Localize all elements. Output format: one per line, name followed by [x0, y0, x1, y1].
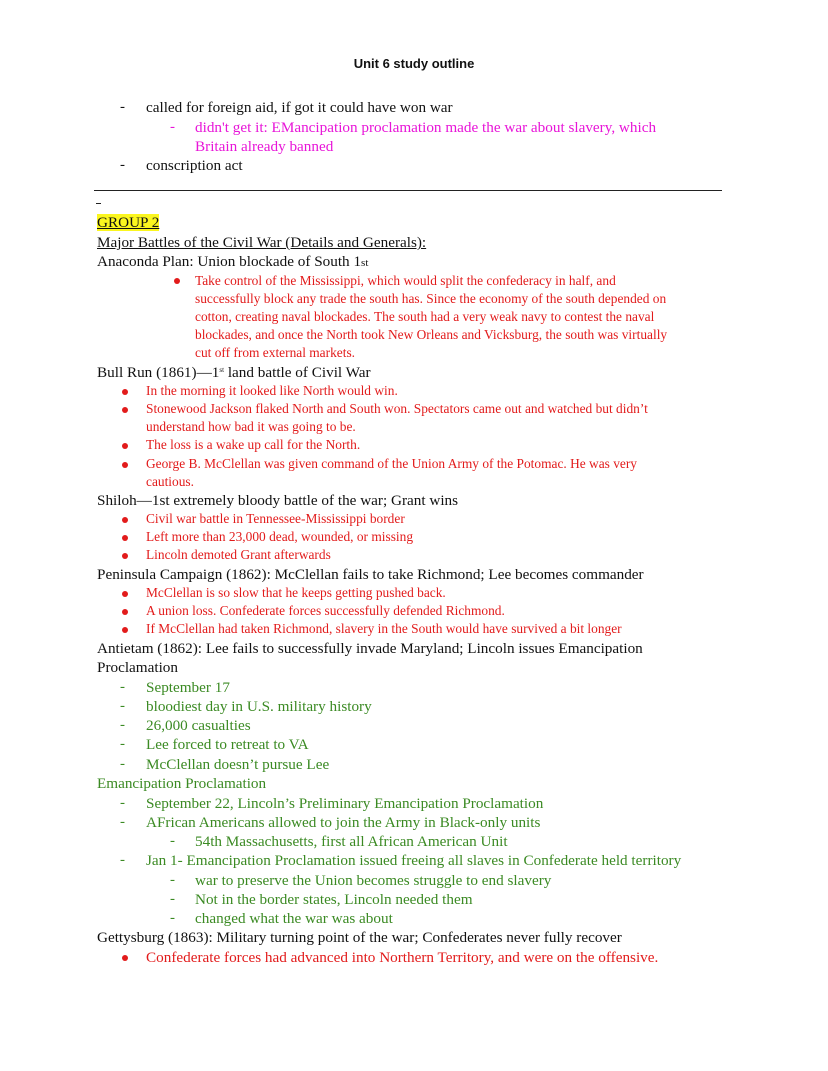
dash-bullet-icon: - — [170, 119, 175, 135]
list-item: blockades, and once the North took New Orleans and Vicksburg, the south was virtually — [195, 327, 668, 342]
list-item: Not in the border states, Lincoln needed them — [195, 891, 473, 908]
section-heading: Major Battles of the Civil War (Details and Generals): — [97, 234, 427, 251]
disc-bullet-icon — [122, 627, 128, 633]
disc-bullet-icon — [122, 462, 128, 468]
disc-bullet-icon — [122, 389, 128, 395]
list-item: Confederate forces had advanced into Northern Territory, and were on the offensive. — [146, 949, 659, 966]
list-item: McClellan doesn’t pursue Lee — [146, 756, 330, 773]
list-item: didn't get it: EMancipation proclamation made the war about slavery, which — [195, 119, 657, 136]
disc-bullet-icon — [174, 278, 180, 284]
dash-bullet-icon: - — [120, 756, 125, 772]
disc-bullet-icon — [122, 609, 128, 615]
list-item: successfully block any trade the south has. Since the economy of the south depended on — [195, 291, 667, 306]
list-item: changed what the war was about — [195, 910, 393, 927]
disc-bullet-icon — [122, 407, 128, 413]
battle-heading: Bull Run (1861)—1st land battle of Civil War — [97, 364, 371, 381]
battle-heading: Anaconda Plan: Union blockade of South 1st — [97, 253, 369, 270]
disc-bullet-icon — [122, 553, 128, 559]
dash-bullet-icon: - — [120, 736, 125, 752]
dash-bullet-icon: - — [170, 833, 175, 849]
list-item: McClellan is so slow that he keeps getting pushed back. — [146, 585, 446, 600]
disc-bullet-icon — [122, 535, 128, 541]
page-title: Unit 6 study outline — [353, 56, 475, 71]
battle-heading-continued: Proclamation — [97, 659, 178, 676]
list-item: September 17 — [146, 679, 230, 696]
dash-bullet-icon: - — [170, 910, 175, 926]
dash-bullet-icon: - — [120, 852, 125, 868]
dash-bullet-icon: - — [120, 814, 125, 830]
list-item: A union loss. Confederate forces successfully defended Richmond. — [146, 603, 505, 618]
list-item: called for foreign aid, if got it could have won war — [146, 99, 453, 116]
dash-bullet-icon: - — [120, 679, 125, 695]
list-item: bloodiest day in U.S. military history — [146, 698, 372, 715]
horizontal-rule — [94, 190, 722, 191]
dash-bullet-icon: - — [120, 698, 125, 714]
list-item: Left more than 23,000 dead, wounded, or missing — [146, 529, 414, 544]
list-item: Lee forced to retreat to VA — [146, 736, 309, 753]
list-item: Take control of the Mississippi, which would split the confederacy in half, and — [195, 273, 616, 288]
list-item: September 22, Lincoln’s Preliminary Emancipation Proclamation — [146, 795, 544, 812]
disc-bullet-icon — [122, 517, 128, 523]
list-item: Civil war battle in Tennessee-Mississippi border — [146, 511, 405, 526]
list-item: If McClellan had taken Richmond, slavery in the South would have survived a bit longer — [146, 621, 622, 636]
list-item: Lincoln demoted Grant afterwards — [146, 547, 331, 562]
group-heading: GROUP 2 — [97, 214, 160, 231]
dash-bullet-icon: - — [120, 717, 125, 733]
list-item: cautious. — [146, 474, 194, 489]
section-heading: Emancipation Proclamation — [97, 775, 267, 792]
horizontal-rule-fragment — [96, 203, 101, 204]
list-item: AFrican Americans allowed to join the Army in Black-only units — [146, 814, 541, 831]
list-item: George B. McClellan was given command of the Union Army of the Potomac. He was very — [146, 456, 638, 471]
list-item: conscription act — [146, 157, 243, 174]
disc-bullet-icon — [122, 955, 128, 961]
list-item: cotton, creating naval blockades. The south had a very weak navy to contest the naval — [195, 309, 655, 324]
dash-bullet-icon: - — [170, 891, 175, 907]
battle-heading: Peninsula Campaign (1862): McClellan fails to take Richmond; Lee becomes commander — [97, 566, 644, 583]
list-item: 54th Massachusetts, first all African American Unit — [195, 833, 508, 850]
disc-bullet-icon — [122, 591, 128, 597]
list-item: In the morning it looked like North would win. — [146, 383, 398, 398]
list-item: war to preserve the Union becomes struggle to end slavery — [195, 872, 552, 889]
list-item: The loss is a wake up call for the North. — [146, 437, 361, 452]
list-item: Stonewood Jackson flaked North and South won. Spectators came out and watched but didn’t — [146, 401, 648, 416]
list-item: understand how bad it was going to be. — [146, 419, 356, 434]
dash-bullet-icon: - — [120, 99, 125, 115]
list-item: 26,000 casualties — [146, 717, 251, 734]
list-item: cut off from external markets. — [195, 345, 356, 360]
battle-heading: Antietam (1862): Lee fails to successfully invade Maryland; Lincoln issues Emancipation — [97, 640, 643, 657]
list-item: Jan 1- Emancipation Proclamation issued freeing all slaves in Confederate held territory — [146, 852, 682, 869]
dash-bullet-icon: - — [120, 157, 125, 173]
battle-heading: Gettysburg (1863): Military turning point of the war; Confederates never fully recover — [97, 929, 622, 946]
list-item: Britain already banned — [195, 138, 334, 155]
dash-bullet-icon: - — [120, 795, 125, 811]
dash-bullet-icon: - — [170, 872, 175, 888]
battle-heading: Shiloh—1st extremely bloody battle of the war; Grant wins — [97, 492, 459, 509]
disc-bullet-icon — [122, 443, 128, 449]
